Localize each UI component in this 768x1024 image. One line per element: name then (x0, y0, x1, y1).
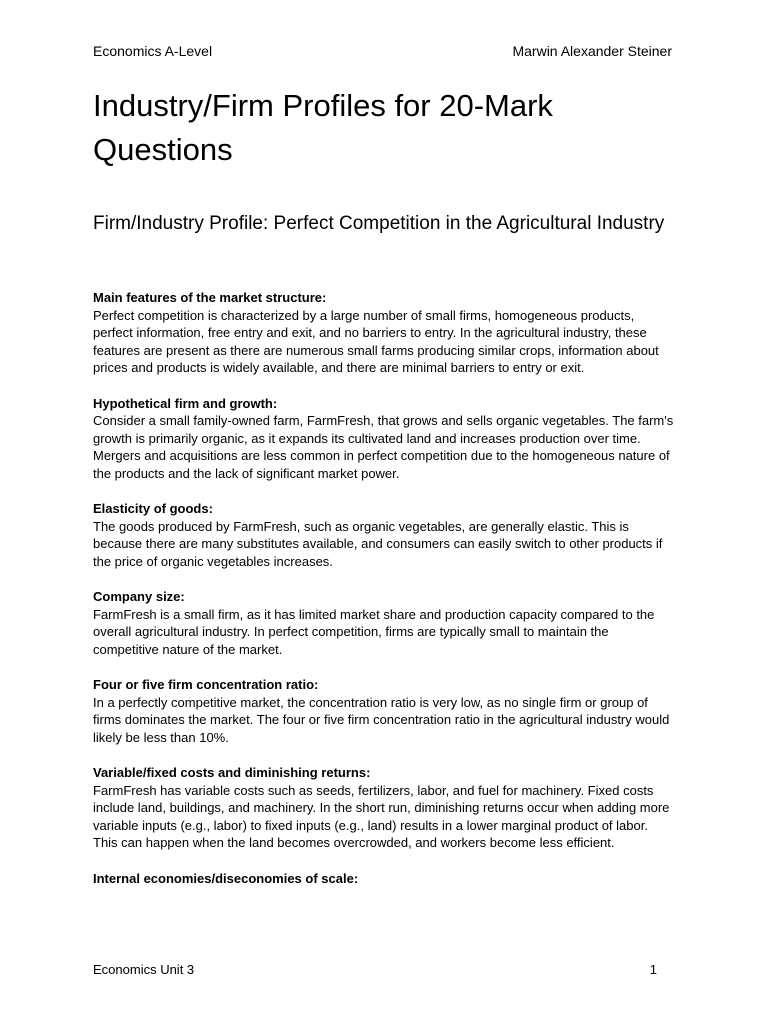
section-heading: Hypothetical firm and growth: (93, 395, 278, 411)
section-heading: Four or five firm concentration ratio: (93, 677, 319, 693)
section-costs-diminishing-returns (93, 764, 675, 852)
page-number: 1 (649, 962, 657, 977)
section-elasticity (93, 500, 675, 570)
page-footer (93, 961, 657, 979)
section-heading: Main features of the market structure: (93, 290, 327, 305)
section-body: In a perfectly competitive market, the concentration ratio is very low, as no single firm or group of firms dominates the market. The four or five firm concentration ratio in the agricultural industry would likely be less than 10%. (93, 694, 670, 745)
header-author: Marwin Alexander Steiner (512, 43, 672, 59)
section-heading: Company size: (93, 589, 185, 605)
section-concentration-ratio (93, 676, 675, 746)
section-economies-of-scale (93, 870, 675, 888)
section-body: Perfect competition is characterized by a large number of small firms, homogeneous products, perfect information, free entry and exit, and no barriers to entry. In the agricultural industry, these features are present as there are numerous small farms producing similar crops, information about prices and products is widely available, and there are minimal barriers to entry or exit. (93, 307, 659, 376)
section-body: The goods produced by FarmFresh, such as organic vegetables, are generally elastic. This is because there are many substitutes available, and consumers can easily switch to other products if the price of organic vegetables increases. (93, 518, 663, 569)
profile-sections (93, 289, 675, 905)
section-company-size (93, 588, 675, 658)
page-header (93, 42, 672, 60)
section-heading: Internal economies/diseconomies of scale: (93, 870, 359, 886)
section-heading: Elasticity of goods: (93, 501, 213, 517)
header-course: Economics A-Level (93, 43, 213, 59)
footer-unit: Economics Unit 3 (93, 962, 195, 977)
section-hypothetical-firm (93, 395, 675, 483)
section-body: FarmFresh has variable costs such as seeds, fertilizers, labor, and fuel for machinery. Fixed costs include land, buildings, and machinery. In the short run, diminishing returns occur when adding more variable inputs (e.g., labor) to fixed inputs (e.g., land) results in a lower marginal product of labor. This can happen when the land becomes overcrowded, and workers become less efficient. (93, 782, 670, 851)
section-heading: Variable/fixed costs and diminishing returns: (93, 765, 371, 781)
section-body: Consider a small family-owned farm, FarmFresh, that grows and sells organic vegetables. The farm's growth is primarily organic, as it expands its cultivated land and increases production over time. Mergers and acquisitions are less common in perfect competition due to the homogeneous nature of the products and the lack of significant market power. (93, 413, 674, 481)
profile-subtitle: Firm/Industry Profile: Perfect Competition in the Agricultural Industry (93, 213, 665, 234)
section-market-structure (93, 289, 675, 377)
section-body: FarmFresh is a small firm, as it has limited market share and production capacity compared to the overall agricultural industry. In perfect competition, firms are typically small to maintain the competitive nature of the market. (93, 606, 655, 657)
document-title: Industry/Firm Profiles for 20-Mark Questions (93, 88, 553, 167)
